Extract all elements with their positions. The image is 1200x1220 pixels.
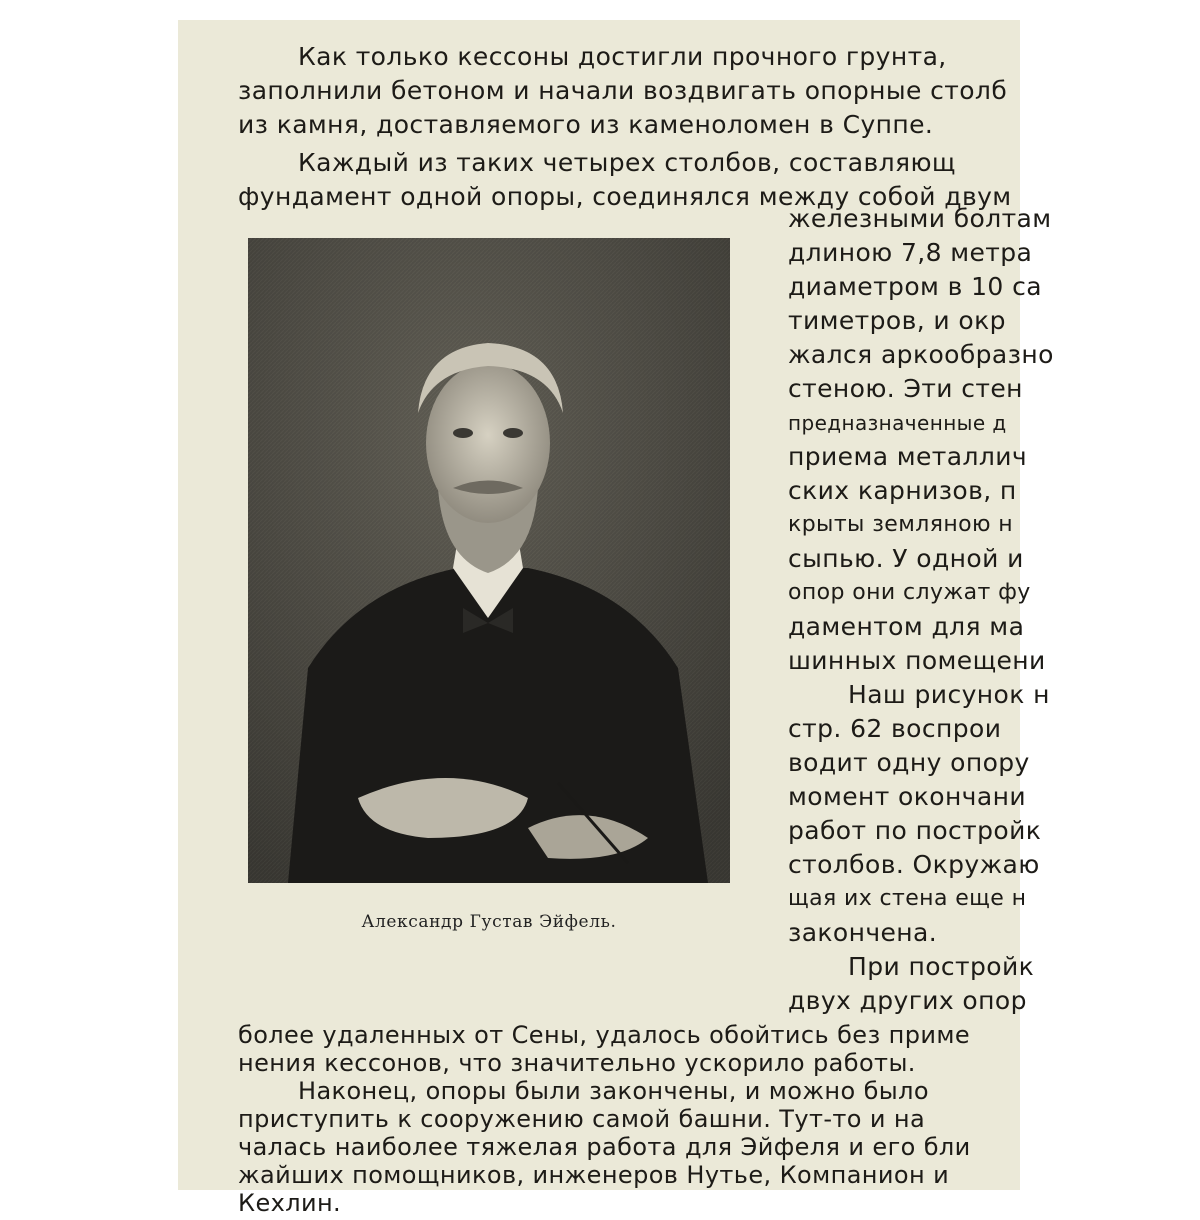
text-line: Кехлин. [238,1189,342,1217]
text-line: работ по постройк [788,816,1042,845]
text-line: шинных помещени [788,646,1046,675]
text-line: двух других опор [788,986,1027,1015]
text-line: жайших помощников, инженеров Нутье, Компанион и [238,1161,950,1189]
text-line: момент окончани [788,782,1026,811]
text-line: более удаленных от Сены, удалось обойтись без приме [238,1021,971,1049]
text-line: длиною 7,8 метра [788,238,1033,267]
text-line: стеною. Эти стен [788,374,1023,403]
text-line: Как только кессоны достигли прочного грунта, [298,42,947,71]
text-line: щая их стена еще н [788,886,1027,911]
text-line: жался аркообразно [788,340,1054,369]
text-line: железными болтам [788,204,1052,233]
text-line: Наш рисунок н [848,680,1050,709]
text-line: предназначенные д [788,411,1007,435]
text-line: При постройк [848,952,1035,981]
text-line: ских карнизов, п [788,476,1017,505]
text-line: заполнили бетоном и начали воздвигать опорные столб [238,76,1008,105]
portrait-caption: Александр Густав Эйфель. [361,912,617,932]
text-line: даментом для ма [788,612,1025,641]
text-line: Наконец, опоры были закончены, и можно было [298,1077,929,1105]
text-line: сыпью. У одной и [788,544,1024,573]
portrait-engraving [248,238,730,883]
text-line: Каждый из таких четырех столбов, составляющ [298,148,956,177]
text-line: приступить к сооружению самой башни. Тут-то и на [238,1105,926,1133]
text-line: из камня, доставляемого из каменоломен в Суппе. [238,110,934,139]
text-line: стр. 62 воспрои [788,714,1002,743]
text-line: тиметров, и окр [788,306,1006,335]
text-line: опор они служат фу [788,580,1031,605]
text-line: диаметром в 10 са [788,272,1042,301]
text-line: чалась наиболее тяжелая работа для Эйфеля и его бли [238,1133,971,1161]
book-page [178,20,1054,1217]
text-line: закончена. [788,918,938,947]
text-line: водит одну опору [788,748,1030,777]
text-line: столбов. Окружаю [788,850,1040,879]
text-line: приема металлич [788,442,1028,471]
text-line: фундамент одной опоры, соединялся между собой двум [238,182,1012,211]
text-line: крыты земляною н [788,512,1014,537]
text-line: нения кессонов, что значительно ускорило работы. [238,1049,916,1077]
